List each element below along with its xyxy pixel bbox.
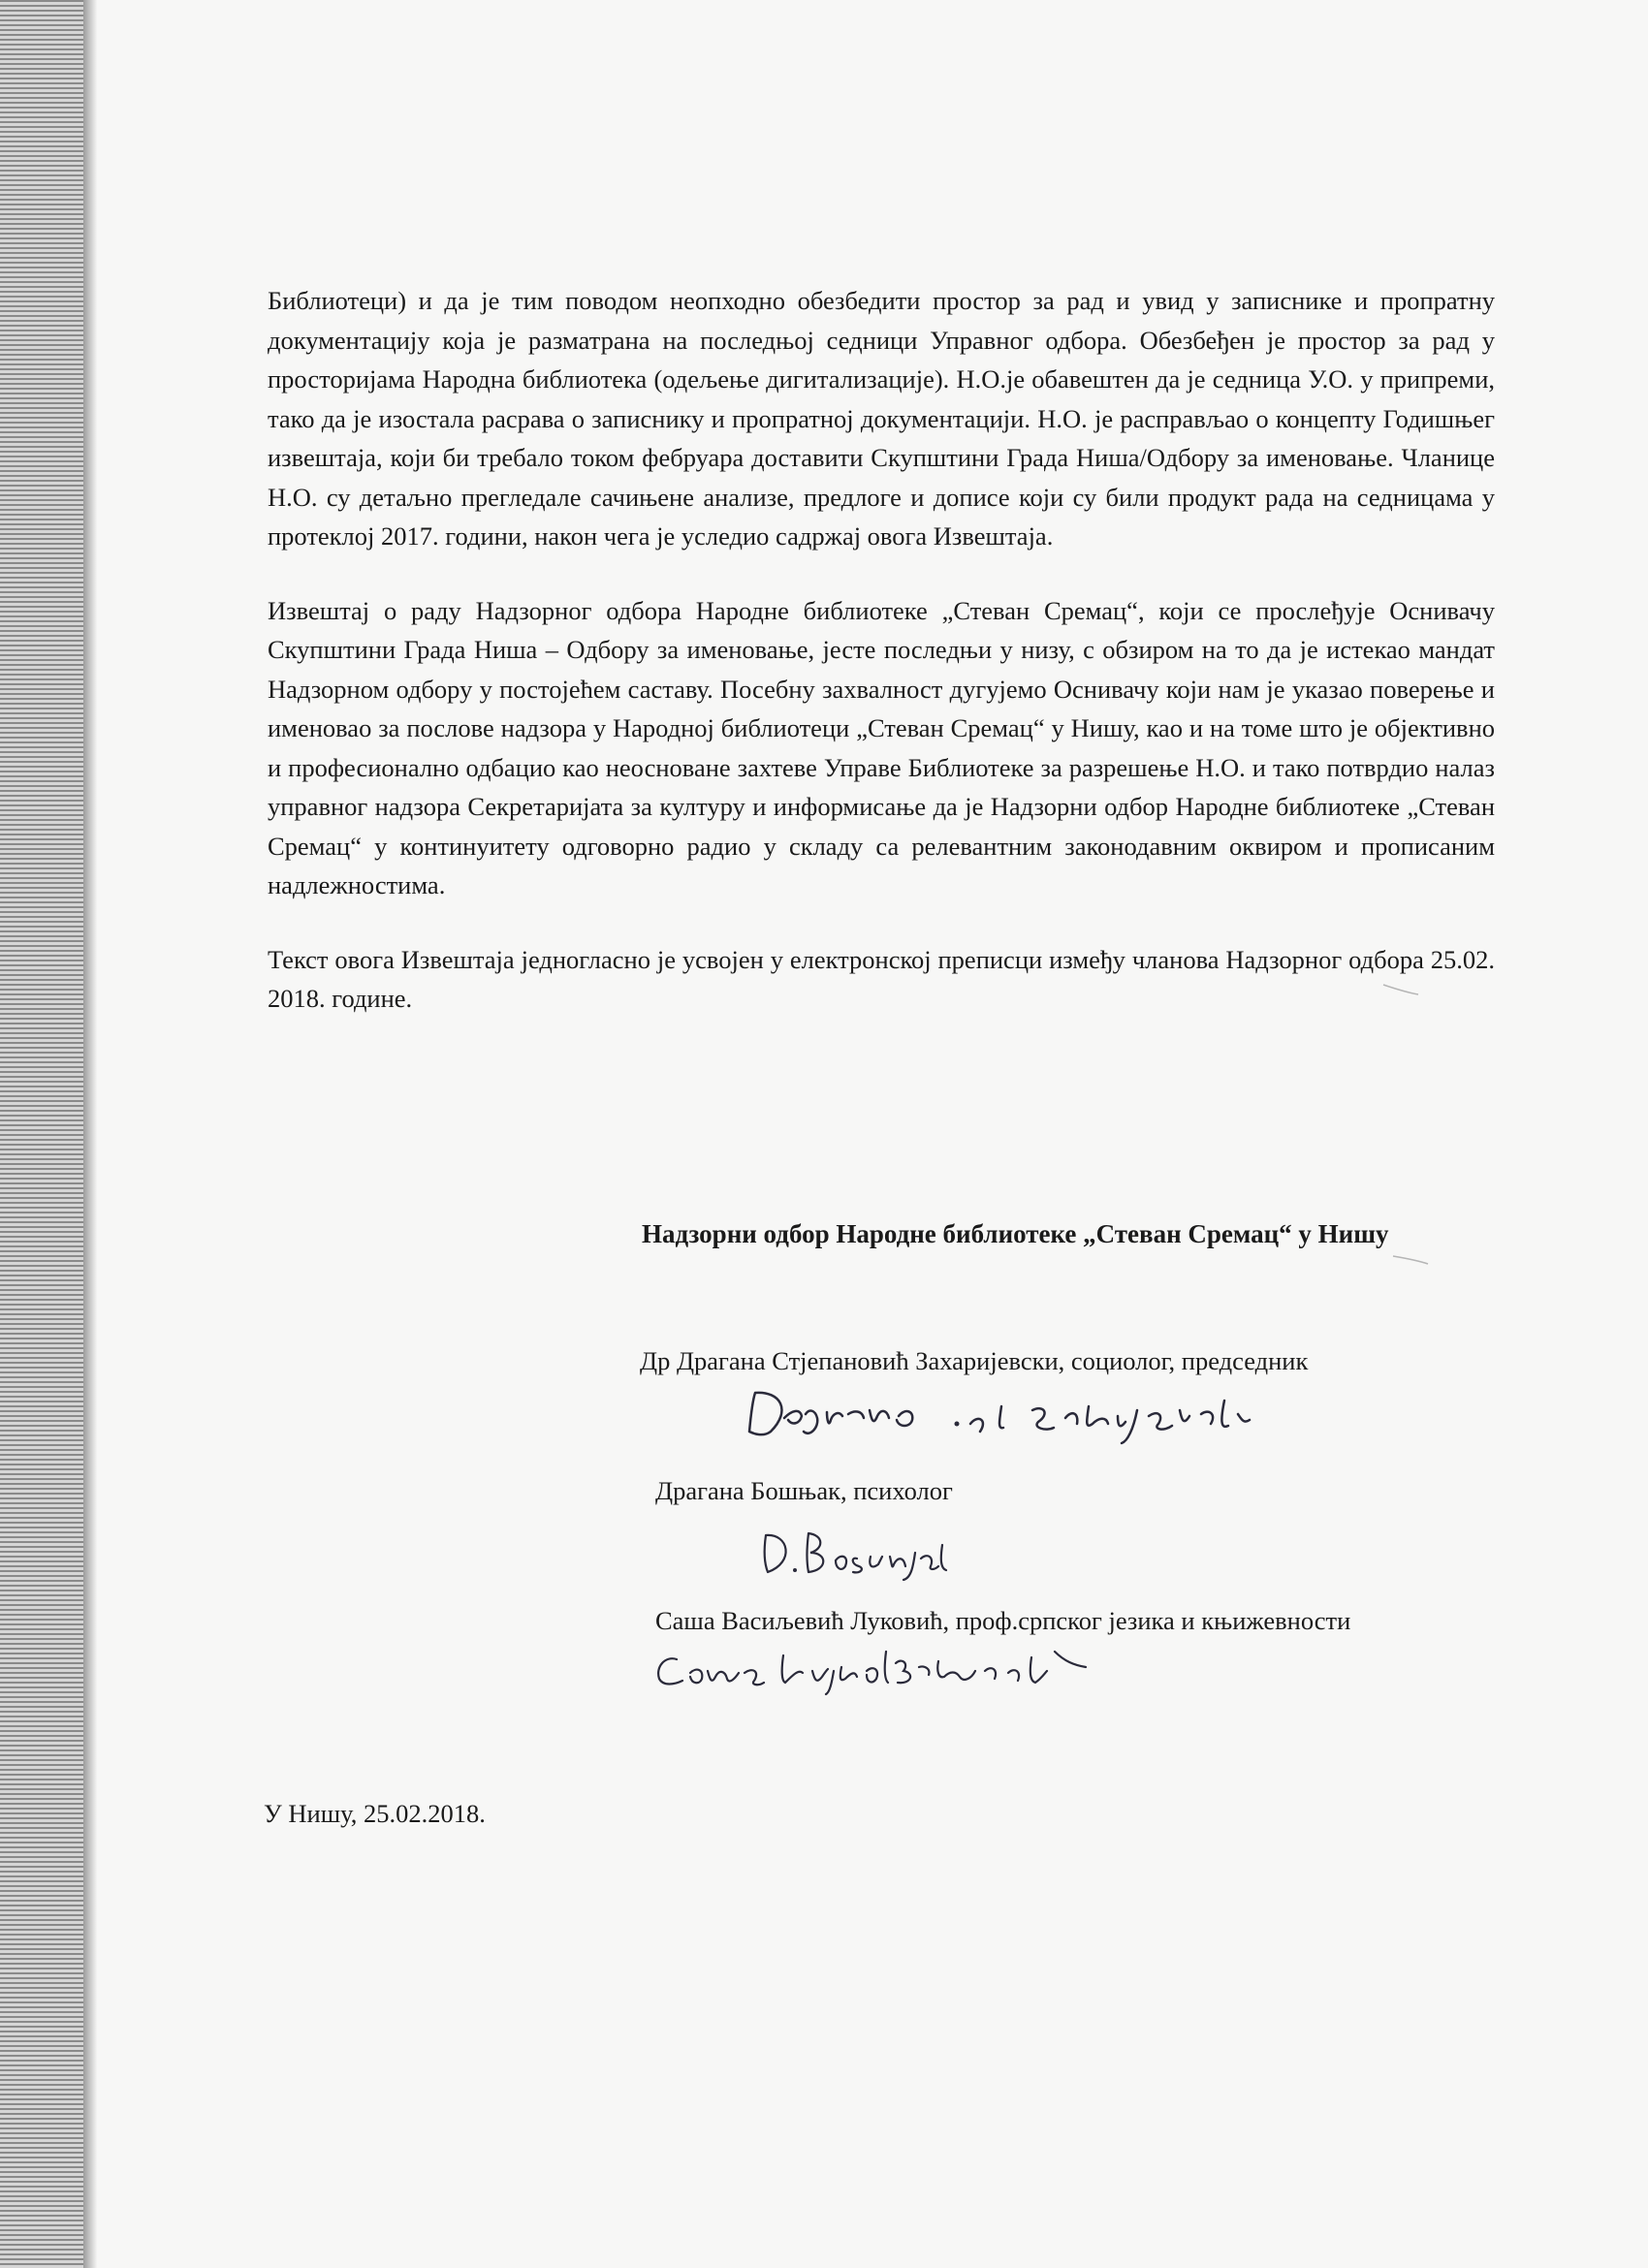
place-date: У Нишу, 25.02.2018. <box>264 1799 486 1828</box>
scan-mark-1 <box>1381 979 1420 998</box>
document-body <box>268 281 1495 1054</box>
member-1-name: Др Драгана Стјепановић Захаријевски, социолог, председник <box>640 1346 1309 1375</box>
board-title: Надзорни одбор Народне библиотеке „Стеван Сремац“ у Нишу <box>642 1219 1389 1248</box>
paragraph-2: Извештај о раду Надзорног одбора Народне библиотеке „Стеван Сремац“, који се прослеђује Оснивачу Скупштини Града Ниша – Одбору за именовање, јесте последњи у низу, с обзиром на то да је истекао мандат Надзорном одбору у постојећем саставу. Посебну захвалност дугујемо Оснивачу који нам је указао поверење и именовао за послове надзора у Народној библиотеци „Стеван Сремац“ у Нишу, као и на томе што је објективно и професионално одбацио као неосноване захтеве Управе Библиотеке за разрешење Н.О. и тако потврдио налаз управног надзора Секретаријата за културу и информисање да је Надзорни одбор Народне библиотеке „Стеван Сремац“ у континуитету одговорно радио у складу са релевантним законодавним оквиром и прописаним надлежностима. <box>268 595 1495 899</box>
paragraph-1: Библиотеци) и да је тим поводом неопходно обезбедити простор за рад и увид у записнике и пропратну документацију која је разматрана на последњој седници Управног одбора. Обезбеђен је простор за рад у просторијама Народна библиотека (одељење дигитализације). Н.О.је обавештен да је седница У.О. у припреми, тако да је изостала расрава о записнику и пропратној документацији. Н.О. је расправљао о концепту Годишњег извештаја, који би требало током фебруара доставити Скупштини Града Ниша/Одбору за именовање. Чланице Н.О. су детаљно прегледале сачињене анализе, предлоге и дописе који су били продукт рада на седницама у протеклој 2017. години, након чега је уследио садржај овога Извештаја. <box>268 286 1495 551</box>
paragraph-3: Текст овога Извештаја једногласно је усвојен у електронској преписци између чланова Надзорног одбора 25.02. 2018. године. <box>268 944 1495 1013</box>
member-3-name: Саша Васиљевић Луковић, проф.српског језика и књижевности <box>655 1606 1351 1635</box>
scanner-edge <box>0 0 83 2268</box>
scanner-edge-shadow <box>83 0 97 2268</box>
member-2-name: Драгана Бошњак, психолог <box>655 1476 953 1505</box>
scan-mark-2 <box>1391 1250 1430 1270</box>
